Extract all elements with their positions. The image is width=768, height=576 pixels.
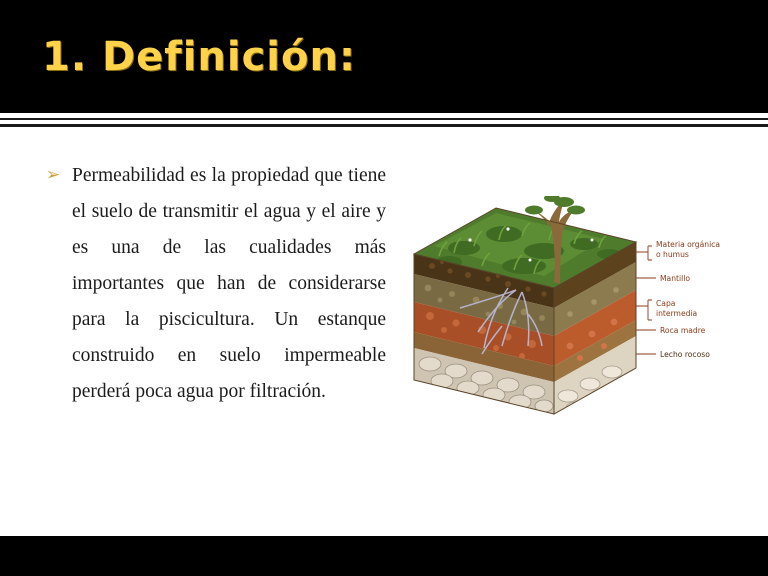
legend-intermedia: intermedia xyxy=(656,309,698,318)
bottom-band xyxy=(0,536,768,576)
divider-lower xyxy=(0,124,768,127)
bullet-paragraph: Permeabilidad es la propiedad que tiene el suelo de transmitir el agua y el aire y es una de las cualidades más importantes que han de considerarse para la piscicultura. Un estanque construido en suelo impermeable perderá poca agua por filtración. xyxy=(72,165,386,402)
divider-upper xyxy=(0,118,768,120)
legend-leader-lines xyxy=(636,246,656,354)
bullet-item xyxy=(46,158,386,410)
legend-capa: Capa xyxy=(656,299,676,308)
bullet-arrow-icon: ➢ xyxy=(46,165,61,185)
legend-labels xyxy=(656,240,720,359)
page-title: 1. Definición: xyxy=(42,34,356,80)
legend-materia-organica: Materia orgánica xyxy=(656,240,721,249)
legend-humus: o humus xyxy=(656,250,689,259)
body-content xyxy=(46,158,386,410)
legend-lecho-rocoso: Lecho rocoso xyxy=(660,350,710,359)
legend-mantillo: Mantillo xyxy=(660,274,690,283)
legend-roca-madre: Roca madre xyxy=(660,326,706,335)
soil-profile-figure xyxy=(404,196,734,446)
